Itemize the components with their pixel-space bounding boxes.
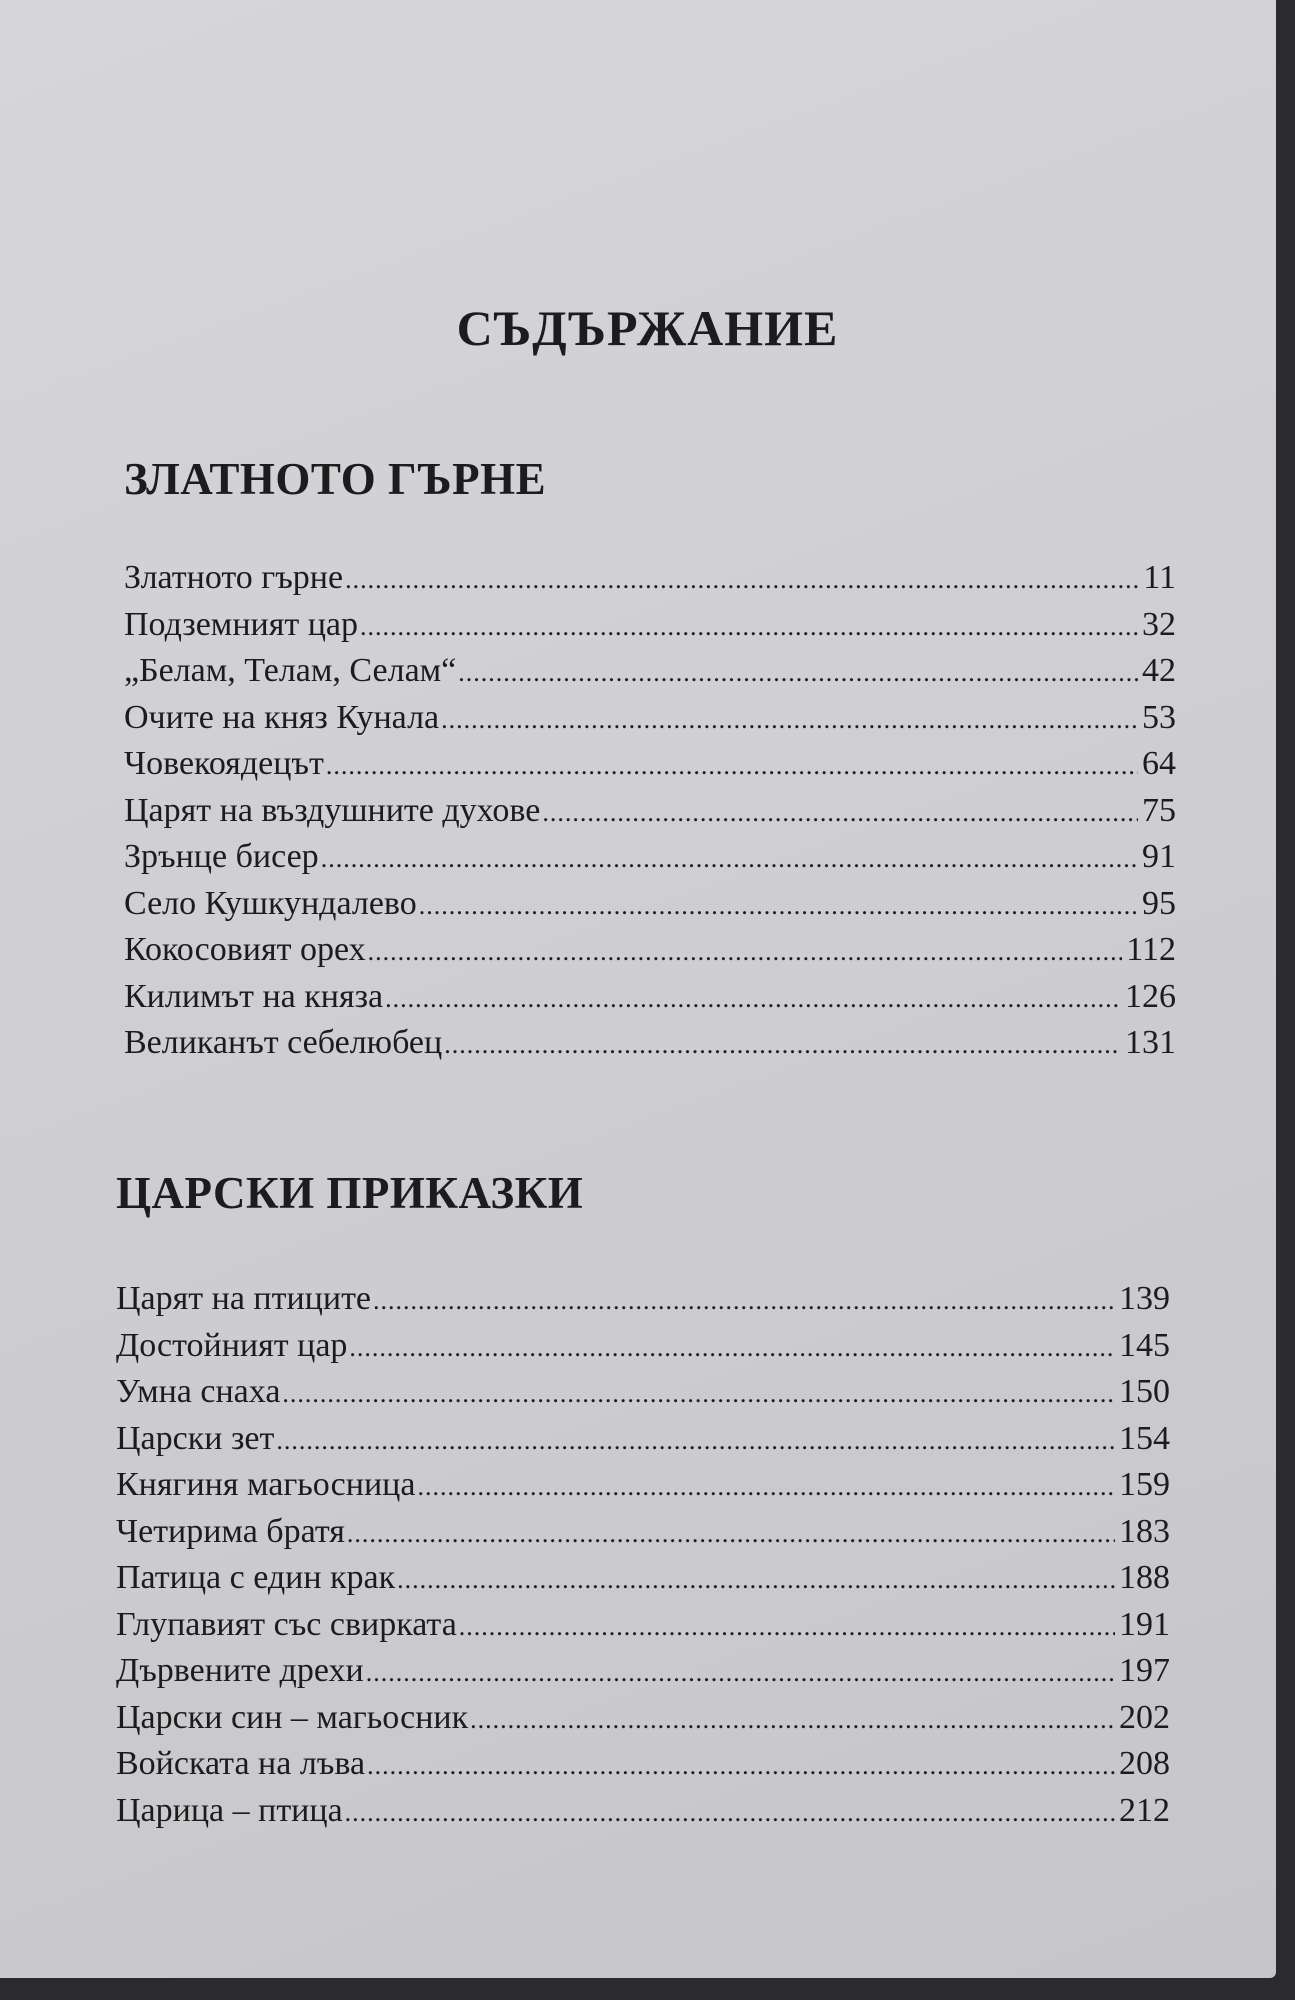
toc-entry — [124, 741, 1176, 788]
toc-entry-title: Глупавият със свирката — [116, 1605, 457, 1643]
dot-leader — [542, 790, 1138, 836]
toc-entry-title: Царят на въздушните духове — [124, 791, 541, 829]
dot-leader — [282, 1371, 1115, 1417]
toc-entry-title: „Белам, Телам, Селам“ — [124, 652, 457, 689]
dot-leader — [349, 1325, 1115, 1371]
toc-entry-title: Умна снаха — [116, 1373, 281, 1410]
toc-entry — [124, 788, 1176, 835]
toc-entry-page: 11 — [1143, 559, 1176, 596]
toc-entry-page: 145 — [1119, 1326, 1170, 1364]
toc-entry-page: 188 — [1119, 1559, 1170, 1596]
toc-entry — [116, 1369, 1170, 1416]
toc-entry — [124, 602, 1176, 649]
dot-leader — [345, 1790, 1115, 1836]
toc-entry-page: 112 — [1126, 931, 1176, 968]
toc-entry-page: 159 — [1119, 1466, 1170, 1503]
toc-entry-title: Дървените дрехи — [116, 1652, 364, 1689]
toc-entry-page: 131 — [1125, 1024, 1176, 1061]
toc-entry — [116, 1741, 1170, 1788]
page-title: СЪДЪРЖАНИЕ — [456, 300, 839, 356]
dot-leader — [360, 604, 1138, 650]
dot-leader — [366, 1650, 1115, 1696]
toc-entry-title: Килимът на княза — [124, 977, 384, 1015]
toc-entry — [116, 1323, 1170, 1370]
toc-entry-title: Човекоядецът — [124, 745, 324, 782]
dot-leader — [345, 557, 1139, 603]
dot-leader — [321, 836, 1138, 882]
dot-leader — [459, 1604, 1115, 1650]
dot-leader — [367, 1743, 1115, 1789]
toc-entry — [116, 1788, 1170, 1835]
toc-entry-page: 150 — [1119, 1373, 1170, 1410]
toc-entry — [116, 1416, 1170, 1463]
toc-entry-title: Царски зет — [116, 1419, 275, 1457]
toc-entry — [124, 974, 1176, 1021]
toc-entry — [124, 927, 1176, 974]
toc-entry-title: Очите на княз Кунала — [124, 698, 440, 736]
toc-entry — [116, 1648, 1170, 1695]
toc-entry — [124, 834, 1176, 881]
dot-leader — [444, 1022, 1121, 1068]
toc-list-zlatnoto-garne — [124, 555, 1176, 1067]
toc-entry-page: 154 — [1119, 1419, 1170, 1457]
dot-leader — [417, 1464, 1115, 1510]
toc-entry-page: 91 — [1142, 838, 1176, 875]
dot-leader — [373, 1278, 1115, 1324]
toc-entry — [124, 555, 1176, 602]
toc-entry-title: Княгиня магьосница — [116, 1466, 416, 1503]
dot-leader — [397, 1557, 1115, 1603]
dot-leader — [347, 1511, 1115, 1557]
toc-entry — [124, 881, 1176, 928]
toc-entry-title: Царят на птиците — [116, 1280, 372, 1317]
toc-entry-page: 53 — [1142, 698, 1176, 736]
toc-entry — [116, 1555, 1170, 1602]
toc-entry-title: Царски син – магьосник — [116, 1698, 469, 1736]
toc-entry-page: 75 — [1142, 791, 1176, 829]
toc-list-tsarski-prikazki — [116, 1276, 1170, 1834]
toc-entry — [116, 1602, 1170, 1649]
toc-entry-title: Достойният цар — [116, 1326, 348, 1364]
toc-entry-title: Войската на лъва — [116, 1745, 366, 1782]
toc-entry-title: Кокосовият орех — [124, 931, 366, 968]
dot-leader — [470, 1697, 1115, 1743]
dot-leader — [368, 929, 1123, 975]
toc-entry — [124, 648, 1176, 695]
toc-entry-page: 64 — [1142, 745, 1176, 782]
toc-entry — [116, 1276, 1170, 1323]
dot-leader — [458, 650, 1138, 696]
toc-entry-page: 139 — [1119, 1280, 1170, 1317]
toc-entry — [124, 1020, 1176, 1067]
toc-entry — [116, 1509, 1170, 1556]
toc-entry-title: Подземният цар — [124, 605, 358, 643]
toc-entry-title: Четирима братя — [116, 1512, 345, 1550]
toc-entry-page: 183 — [1119, 1512, 1170, 1550]
dot-leader — [326, 743, 1138, 789]
toc-entry-page: 208 — [1119, 1745, 1170, 1782]
section-heading-zlatnoto-garne: ЗЛАТНОТО ГЪРНЕ — [124, 454, 547, 504]
toc-entry-page: 202 — [1119, 1698, 1170, 1736]
toc-entry-title: Село Кушкундалево — [124, 884, 417, 922]
toc-entry-page: 212 — [1119, 1791, 1170, 1829]
dot-leader — [276, 1418, 1115, 1464]
toc-entry — [116, 1695, 1170, 1742]
toc-entry-title: Царица – птица — [116, 1791, 343, 1829]
toc-entry-page: 191 — [1119, 1605, 1170, 1643]
toc-entry-page: 42 — [1142, 652, 1176, 689]
dot-leader — [419, 883, 1138, 929]
dot-leader — [441, 697, 1138, 743]
toc-entry-page: 95 — [1142, 884, 1176, 922]
toc-entry — [124, 695, 1176, 742]
section-heading-tsarski-prikazki: ЦАРСКИ ПРИКАЗКИ — [116, 1168, 584, 1218]
toc-entry — [116, 1462, 1170, 1509]
toc-entry-page: 197 — [1119, 1652, 1170, 1689]
toc-entry-page: 126 — [1125, 977, 1176, 1015]
toc-entry-title: Патица с един крак — [116, 1559, 396, 1596]
toc-entry-title: Великанът себелюбец — [124, 1024, 443, 1061]
toc-entry-title: Златното гърне — [124, 559, 344, 596]
toc-entry-title: Зрънце бисер — [124, 838, 319, 875]
dot-leader — [385, 976, 1121, 1022]
toc-entry-page: 32 — [1142, 605, 1176, 643]
